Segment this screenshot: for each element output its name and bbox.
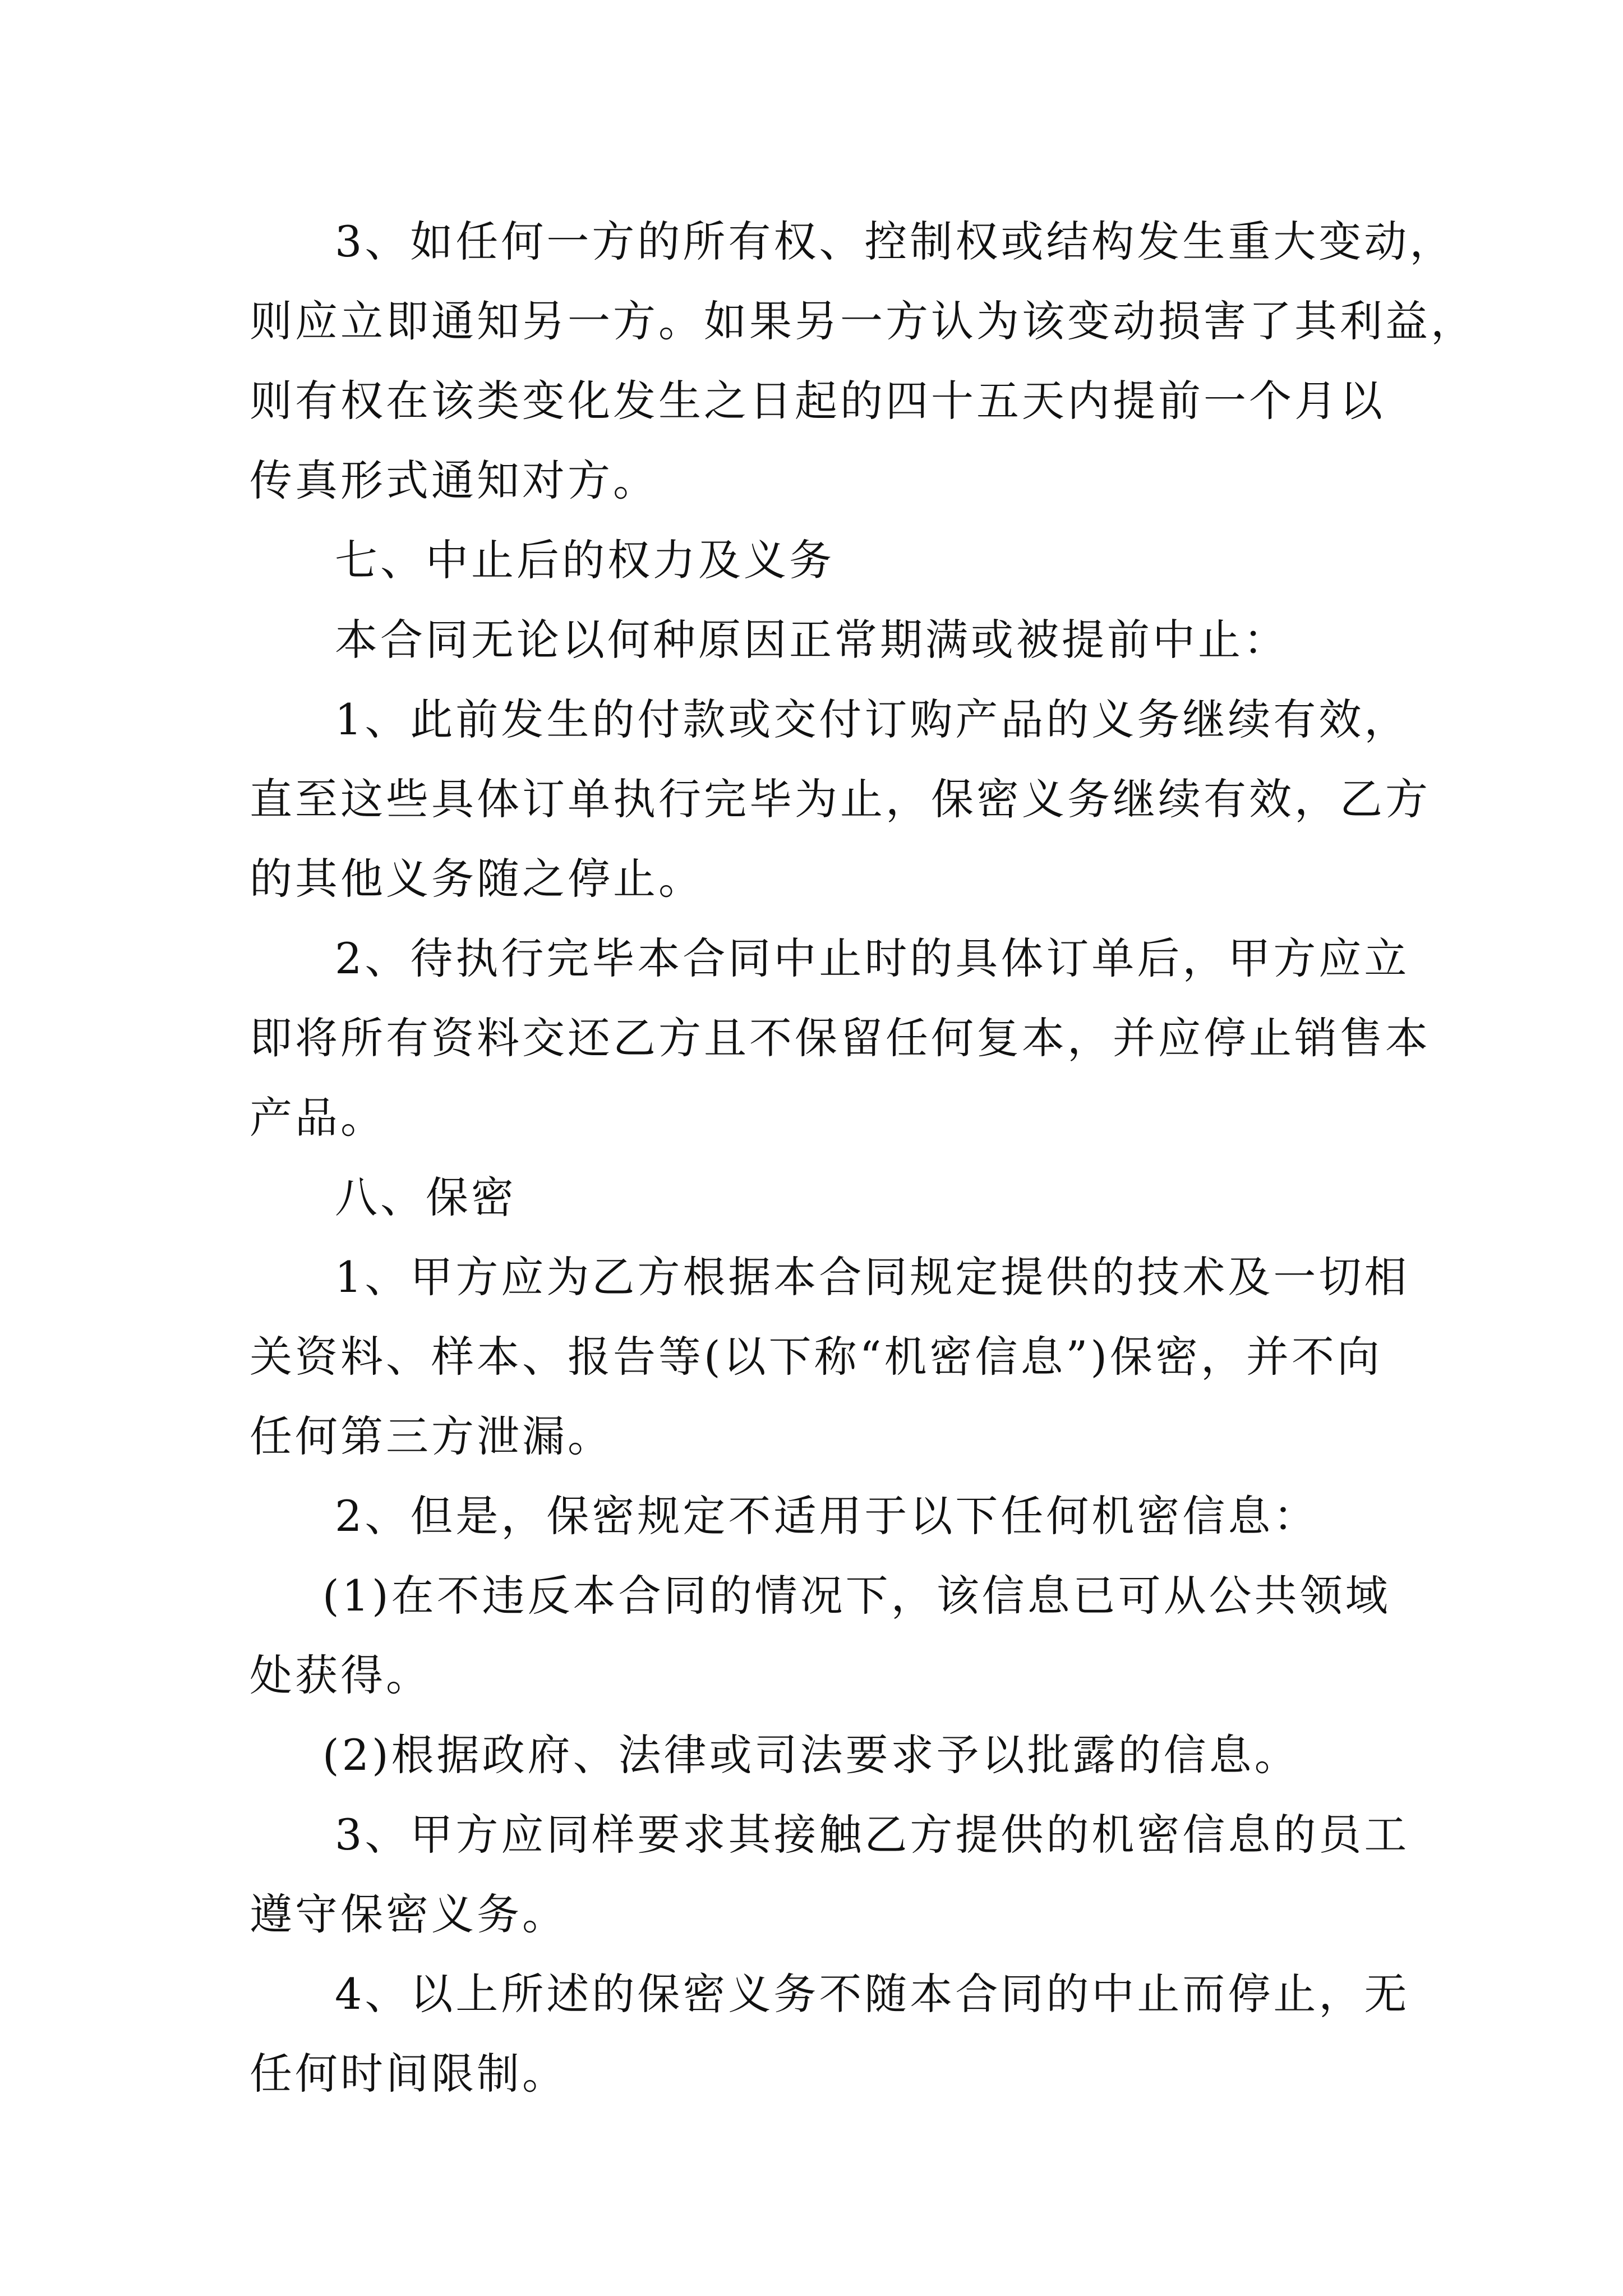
section-heading-confidentiality <box>250 1158 1394 1237</box>
text-line: 传真形式通知对方。 <box>250 455 658 505</box>
paragraph-termination-item-1 <box>250 680 1431 919</box>
text-line: 本合同无论以何种原因正常期满或被提前中止： <box>335 615 1289 665</box>
text-line: 任何时间限制。 <box>250 2049 568 2099</box>
text-line: 即将所有资料交还乙方且不保留任何复本，并应停止销售本 <box>250 1013 1431 1063</box>
text-line: 则有权在该类变化发生之日起的四十五天内提前一个月以 <box>250 376 1385 426</box>
text-line: 直至这些具体订单执行完毕为止，保密义务继续有效，乙方 <box>250 774 1431 824</box>
text-line: (1)在不违反本合同的情况下，该信息已可从公共领域 <box>322 1571 1391 1621</box>
text-line: 任何第三方泄漏。 <box>250 1411 613 1461</box>
text-line: 处获得。 <box>250 1650 431 1700</box>
text-line: 八、保密 <box>335 1172 517 1222</box>
text-line: 4、以上所述的保密义务不随本合同的中止而停止，无 <box>335 1969 1410 2019</box>
text-line: 的其他义务随之停止。 <box>250 854 704 904</box>
document-body <box>250 202 1476 2114</box>
text-line: 2、待执行完毕本合同中止时的具体订单后，甲方应立 <box>335 933 1410 983</box>
paragraph-confidentiality-item-1 <box>250 1237 1410 1476</box>
paragraph-termination-item-2 <box>250 919 1431 1158</box>
paragraph-termination-intro <box>250 600 1394 680</box>
text-line: 3、甲方应同样要求其接触乙方提供的机密信息的员工 <box>335 1810 1410 1860</box>
text-line: 3、如任何一方的所有权、控制权或结构发生重大变动， <box>335 217 1455 266</box>
paragraph-confidentiality-subitem-2 <box>250 1715 1394 1795</box>
text-line: 则应立即通知另一方。如果另一方认为该变动损害了其利益， <box>250 296 1476 346</box>
text-line: 遵守保密义务。 <box>250 1889 568 1939</box>
paragraph-confidentiality-item-4 <box>250 1954 1410 2114</box>
text-line: 七、中止后的权力及义务 <box>335 535 834 585</box>
paragraph-confidentiality-item-3 <box>250 1795 1410 1954</box>
paragraph-confidentiality-subitem-1 <box>250 1556 1394 1715</box>
section-heading-termination-rights <box>250 521 1394 600</box>
text-line: 产品。 <box>250 1093 386 1143</box>
paragraph-confidentiality-item-2 <box>250 1476 1394 1556</box>
text-line: 关资料、样本、报告等(以下称“机密信息”)保密，并不向 <box>250 1332 1383 1382</box>
paragraph-ownership-change <box>250 202 1476 521</box>
text-line: (2)根据政府、法律或司法要求予以批露的信息。 <box>322 1730 1300 1780</box>
text-line: 2、但是，保密规定不适用于以下任何机密信息： <box>335 1491 1319 1541</box>
text-line: 1、此前发生的付款或交付订购产品的义务继续有效， <box>335 694 1410 744</box>
text-line: 1、甲方应为乙方根据本合同规定提供的技术及一切相 <box>335 1252 1410 1302</box>
